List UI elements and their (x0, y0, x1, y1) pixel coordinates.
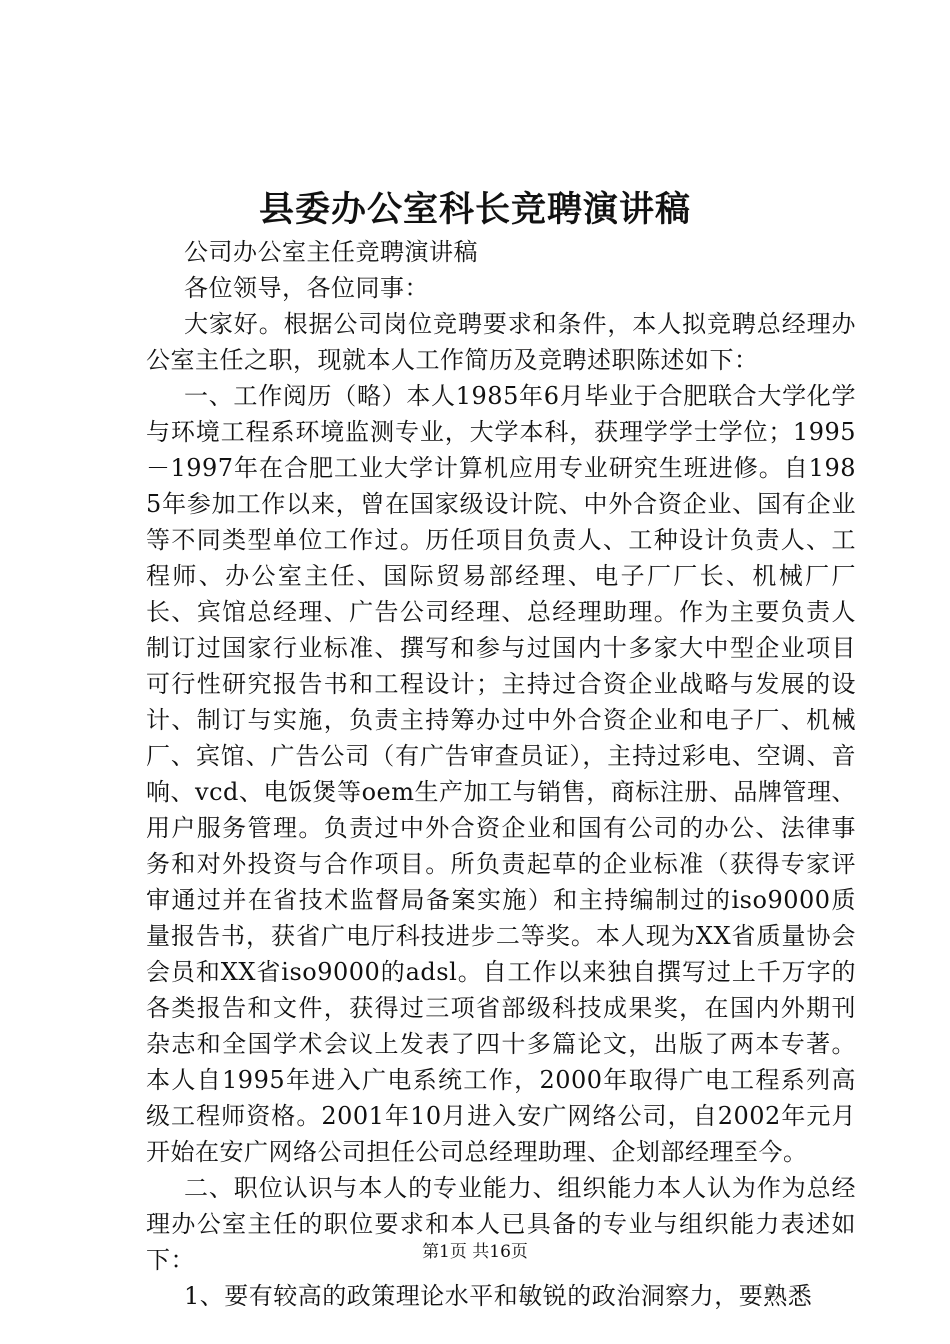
document-body (146, 234, 856, 1314)
paragraph-work-experience: 一、工作阅历（略）本人1985年6月毕业于合肥联合大学化学与环境工程系环境监测专业，大学本科，获理学学士学位；1995－1997年在合肥工业大学计算机应用专业研究生班进修。自1985年参加工作以来，曾在国家级设计院、中外合资企业、国有企业等不同类型单位工作过。历任项目负责人、工种设计负责人、工程师、办公室主任、国际贸易部经理、电子厂厂长、机械厂厂长、宾馆总经理、广告公司经理、总经理助理。作为主要负责人制订过国家行业标准、撰写和参与过国内十多家大中型企业项目可行性研究报告书和工程设计；主持过合资企业战略与发展的设计、制订与实施，负责主持筹办过中外合资企业和电子厂、机械厂、宾馆、广告公司（有广告审查员证），主持过彩电、空调、音响、vcd、电饭煲等oem生产加工与销售，商标注册、品牌管理、用户服务管理。负责过中外合资企业和国有公司的办公、法律事务和对外投资与合作项目。所负责起草的企业标准（获得专家评审通过并在省技术监督局备案实施）和主持编制过的iso9000质量报告书，获省广电厅科技进步二等奖。本人现为XX省质量协会会员和XX省iso9000的adsl。自工作以来独自撰写过上千万字的各类报告和文件，获得过三项省部级科技成果奖，在国内外期刊杂志和全国学术会议上发表了四十多篇论文，出版了两本专著。本人自1995年进入广电系统工作，2000年取得广电工程系列高级工程师资格。2001年10月进入安广网络公司，自2002年元月开始在安广网络公司担任公司总经理助理、企划部经理至今。 (146, 382, 856, 1166)
paragraph-subtitle: 公司办公室主任竞聘演讲稿 (184, 238, 478, 266)
page-number-footer: 第1页 共16页 (422, 1242, 528, 1262)
paragraph-position-understanding: 二、职位认识与本人的专业能力、组织能力本人认为作为总经理办公室主任的职位要求和本人已具备的专业与组织能力表述如下： (146, 1174, 856, 1274)
paragraph-greeting: 大家好。根据公司岗位竞聘要求和条件，本人拟竞聘总经理办公室主任之职，现就本人工作简历及竞聘述职陈述如下： (146, 310, 856, 374)
paragraph-requirement-1: 1、要有较高的政策理论水平和敏锐的政治洞察力，要熟悉 (184, 1282, 813, 1310)
document-title: 县委办公室科长竞聘演讲稿 (258, 189, 691, 230)
paragraph-salutation: 各位领导，各位同事： (184, 274, 429, 302)
